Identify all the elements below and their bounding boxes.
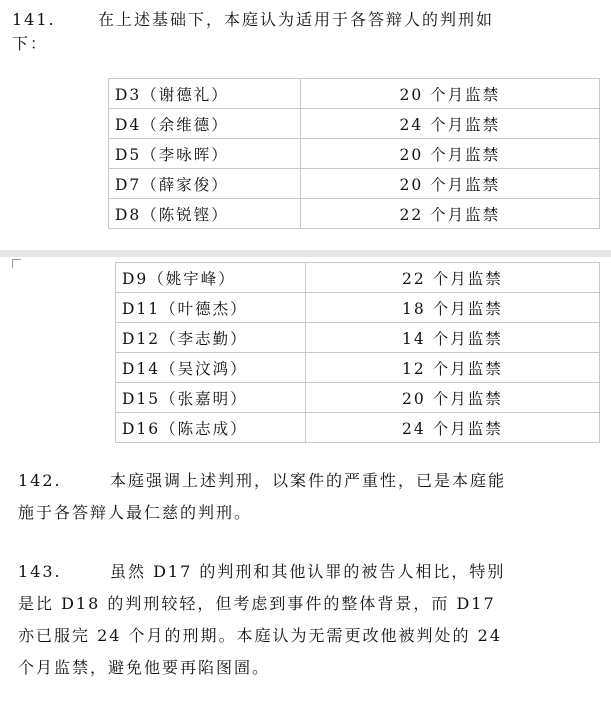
paragraph-number: 143. (18, 562, 62, 581)
paragraph-text-line: 在上述基础下，本庭认为适用于各答辩人的判刑如 (98, 10, 495, 29)
sentence-cell: 24 个月监禁 (300, 109, 599, 139)
paragraph-text-line: 虽然 D17 的判刑和其他认罪的被告人相比，特别 (110, 562, 506, 581)
defendant-cell: D12（李志勤） (116, 323, 306, 353)
defendant-cell: D3（谢德礼） (109, 79, 301, 109)
sentence-cell: 20 个月监禁 (305, 383, 599, 413)
sentence-cell: 22 个月监禁 (300, 199, 599, 229)
sentence-cell: 14 个月监禁 (305, 323, 599, 353)
paragraph-text-line: 亦已服完 24 个月的刑期。本庭认为无需更改他被判处的 24 (18, 626, 502, 645)
sentence-table-2 (115, 262, 600, 443)
sentence-cell: 20 个月监禁 (300, 139, 599, 169)
paragraph-143 (18, 556, 603, 684)
table-row (109, 169, 600, 199)
table-row (116, 353, 600, 383)
sentence-cell: 18 个月监禁 (305, 293, 599, 323)
page-corner-mark (12, 259, 21, 268)
defendant-cell: D16（陈志成） (116, 413, 306, 443)
table-row (116, 293, 600, 323)
table-row (109, 199, 600, 229)
page-bottom (0, 257, 611, 707)
defendant-cell: D7（薛家俊） (109, 169, 301, 199)
sentence-cell: 22 个月监禁 (305, 263, 599, 293)
sentence-cell: 20 个月监禁 (300, 169, 599, 199)
paragraph-text-line: 本庭强调上述判刑，以案件的严重性，已是本庭能 (110, 471, 507, 490)
defendant-cell: D15（张嘉明） (116, 383, 306, 413)
paragraph-text-line: 下： (12, 34, 49, 53)
sentence-cell: 20 个月监禁 (300, 79, 599, 109)
defendant-cell: D14（吴汶鸿） (116, 353, 306, 383)
table-row (116, 323, 600, 353)
page-top (0, 0, 611, 250)
paragraph-text-line: 个月监禁，避免他要再陷图圄。 (18, 658, 271, 677)
sentence-table-1 (108, 78, 600, 229)
sentence-cell: 24 个月监禁 (305, 413, 599, 443)
paragraph-number: 141. (12, 10, 56, 29)
table-row (116, 413, 600, 443)
table-row (109, 139, 600, 169)
paragraph-141 (12, 8, 494, 56)
table-row (116, 263, 600, 293)
sentence-cell: 12 个月监禁 (305, 353, 599, 383)
paragraph-text-line: 是比 D18 的判刑较轻，但考虑到事件的整体背景，而 D17 (18, 594, 496, 613)
defendant-cell: D8（陈锐铿） (109, 199, 301, 229)
table-row (116, 383, 600, 413)
paragraph-text-line: 施于各答辩人最仁慈的判刑。 (18, 503, 253, 522)
paragraph-142 (18, 465, 598, 529)
table-row (109, 79, 600, 109)
defendant-cell: D11（叶德杰） (116, 293, 306, 323)
defendant-cell: D5（李咏晖） (109, 139, 301, 169)
page-break (0, 250, 611, 257)
defendant-cell: D9（姚宇峰） (116, 263, 306, 293)
paragraph-number: 142. (18, 471, 62, 490)
defendant-cell: D4（余维德） (109, 109, 301, 139)
table-row (109, 109, 600, 139)
